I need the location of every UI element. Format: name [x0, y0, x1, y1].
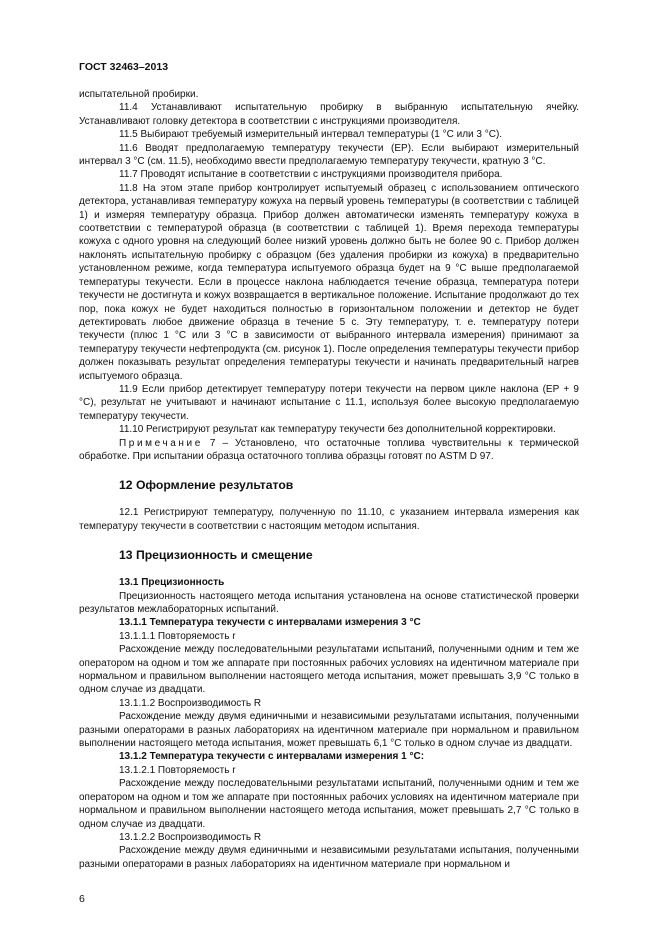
paragraph: Расхождение между двумя единичными и независимыми результатами испытания, полученными разными операторами в разных лабораториях на идентичном материале при нормальном и правильном выполнении настоящего метода испытания, может превышать 6,1 °С только в одном случае из двадцати.	[79, 711, 579, 750]
subsection-heading: 13.1 Прецизионность	[119, 577, 225, 589]
paragraph: Прецизионность настоящего метода испытания установлена на основе статистической проверки результатов межлабораторных испытаний.	[79, 590, 579, 615]
note-text: 7 – Установлено, что остаточные топлива чувствительны к термической обработке. При испытании образца остаточного топлива образцы готовят по ASTM D 97.	[79, 437, 579, 462]
paragraph: 11.8 На этом этапе прибор контролирует испытуемый образец с использованием оптического детектора, устанавливая температуру кожуха на первый уровень температуры (в соответствии с таблицей 1) и измеряя температуру образца. Прибор должен автоматически изменять температуру кожуха в соответствии с температурой образца (в соответствии с таблицей 1). Время перехода температуры кожуха с одного уровня на следующий более низкий уровень должно быть не более 90 с. Прибор должен наклонять испытательную пробирку с образцом (без удаления пробирки из кожуха) в предварительно установленном режиме, когда температура испытуемого образца будет на 9 °С выше предполагаемой температуры текучести. Если в процессе наклона наблюдается течение образца, температура потери текучести не достигнута и кожух возвращается в вертикальное положение. Испытание продолжают до тех пор, пока кожух не будет находиться полностью в горизонтальном положении и детектор не будет детектировать любое движение образца в течение 5 с. Эту температуру, т. е. температуру потери текучести (плюс 1 °С или 3 °С в зависимости от выбранного интервала измерения) принимают за температуру текучести нефтепродукта (см. рисунок 1). После определения температуры текучести прибор должен показывать результат определения температуры текучести и начинать предварительный нагрев испытуемого образца.	[79, 182, 579, 382]
paragraph: 11.5 Выбирают требуемый измерительный интервал температуры (1 °С или 3 °С).	[119, 129, 503, 141]
subsection-heading: 13.1.2 Температура текучести с интервалами измерения 1 °С:	[119, 751, 425, 763]
note	[79, 437, 579, 464]
subsection-heading: 13.1.1 Температура текучести с интервалами измерения 3 °С	[119, 617, 421, 629]
paragraph: 11.6 Вводят предполагаемую температуру текучести (ЕР). Если выбирают измерительный интервал 3 °С (см. 11.5), необходимо ввести предполагаемую температуру текучести, кратную 3 °С.	[79, 142, 579, 168]
paragraph: 13.1.1.1 Повторяемость r	[119, 630, 236, 642]
document-code: ГОСТ 32463–2013	[79, 61, 169, 73]
paragraph: 11.7 Проводят испытание в соответствии с инструкциями производителя прибора.	[119, 169, 503, 181]
paragraph: 11.4 Устанавливают испытательную пробирку в выбранную испытательную ячейку. Устанавливают головку детектора в соответствии с инструкциями производителя.	[79, 102, 579, 127]
paragraph: 12.1 Регистрируют температуру, полученную по 11.10, с указанием интервала измерения как температуру текучести в соответствии с настоящим методом испытания.	[79, 507, 579, 532]
paragraph: Расхождение между последовательными результатами испытаний, полученными одним и тем же оператором на одном и том же аппарате при постоянных рабочих условиях на идентичном материале при нормальном и правильном выполнении настоящего метода испытания, может превышать 2,7 °С только в одном случае из двадцати.	[79, 778, 579, 830]
paragraph: 11.10 Регистрируют результат как температуру текучести без дополнительной корректировки.	[119, 424, 556, 436]
section-heading-12: 12 Оформление результатов	[119, 478, 294, 493]
paragraph: Расхождение между последовательными результатами испытаний, полученными одним и тем же оператором на одном и том же аппарате при постоянных рабочих условиях на идентичном материале при нормальном и правильном выполнении настоящего метода испытания, может превышать 3,9 °С только в одном случае из двадцати.	[79, 644, 579, 696]
document-body	[79, 88, 579, 871]
section-heading-13: 13 Прецизионность и смещение	[119, 548, 313, 563]
paragraph: Расхождение между двумя единичными и независимыми результатами испытания, полученными разными операторами в разных лабораториях на идентичном материале при нормальном и	[79, 845, 579, 870]
paragraph: 11.9 Если прибор детектирует температуру потери текучести на первом цикле наклона (ЕР + 9 °С), результат не учитывают и начинают испытание с 11.1, используя более высокую предполагаемую температуру текучести.	[79, 383, 579, 422]
paragraph: 13.1.2.1 Повторяемость r	[119, 764, 236, 776]
paragraph: 13.1.2.2 Воспроизводимость R	[119, 831, 262, 843]
note-label: Примечание	[119, 437, 203, 449]
paragraph: 13.1.1.2 Воспроизводимость R	[119, 697, 262, 709]
paragraph: испытательной пробирки.	[79, 89, 199, 100]
page-number: 6	[79, 893, 85, 905]
